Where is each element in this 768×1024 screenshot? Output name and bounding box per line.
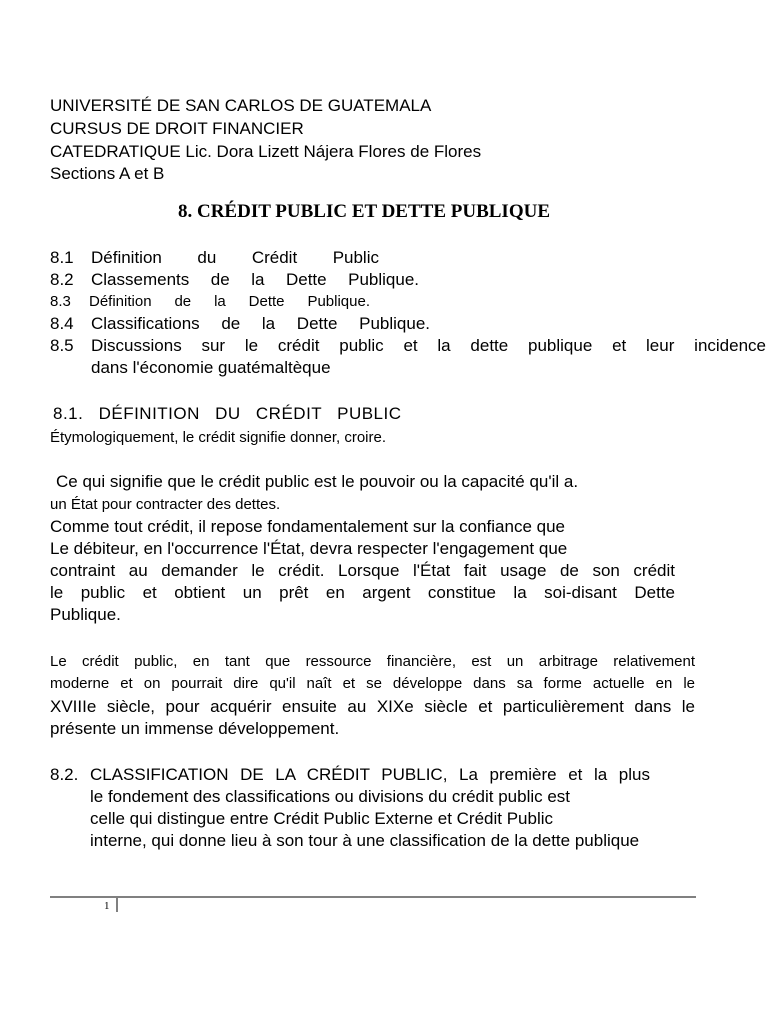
paragraph-line: contraint au demander le crédit. Lorsque l'État fait usage de son crédit — [50, 561, 675, 580]
toc-number: 8.2 — [50, 270, 74, 289]
paragraph-line: un État pour contracter des dettes. — [50, 496, 281, 513]
toc-item — [50, 269, 766, 291]
paragraph-line: interne, qui donne lieu à son tour à une classification de la dette publique — [90, 831, 640, 850]
toc-text: Classements de la Dette Publique. — [91, 270, 419, 289]
toc-item — [50, 247, 766, 269]
sections-label: Sections A et B — [50, 164, 165, 183]
footer-divider — [50, 896, 696, 898]
paragraph-line: XVIIIe siècle, pour acquérir ensuite au XIXe siècle et particulièrement dans le — [50, 697, 695, 716]
toc-item — [50, 291, 766, 313]
toc-text: Définition de la Dette Publique. — [89, 293, 370, 310]
toc-text: Classifications de la Dette Publique. — [91, 314, 430, 333]
paragraph-line: présente un immense développement. — [50, 719, 340, 738]
paragraph — [50, 516, 675, 626]
toc-item — [50, 335, 766, 357]
page-number: 1 — [104, 900, 110, 912]
footer-marker — [116, 898, 118, 912]
professor-name: CATEDRATIQUE Lic. Dora Lizett Nájera Flores de Flores — [50, 142, 482, 161]
paragraph — [50, 651, 695, 695]
toc-number: 8.3 — [50, 293, 71, 310]
paragraph — [50, 696, 695, 740]
paragraph-line: Le crédit public, en tant que ressource financière, est un arbitrage relativement — [50, 653, 695, 670]
chapter-title: 8. CRÉDIT PUBLIC ET DETTE PUBLIQUE — [177, 201, 550, 222]
toc-item — [50, 313, 766, 335]
paragraph-line: moderne et on pourrait dire qu'il naît et se développe dans sa forme actuelle en le — [50, 675, 695, 692]
toc-number: 8.5 — [50, 336, 74, 355]
toc-text: dans l'économie guatémaltèque — [91, 358, 331, 377]
paragraph-line: celle qui distingue entre Crédit Public Externe et Crédit Public — [90, 809, 554, 828]
course-name: CURSUS DE DROIT FINANCIER — [50, 119, 304, 138]
paragraph-line: Ce qui signifie que le crédit public est le pouvoir ou la capacité qu'il a. — [56, 472, 579, 491]
toc-text: Discussions sur le crédit public et la dette publique et leur incidence — [91, 336, 766, 355]
paragraph — [90, 786, 680, 852]
paragraph-line: Le débiteur, en l'occurrence l'État, devra respecter l'engagement que — [50, 539, 568, 558]
paragraph-line: Comme tout crédit, il repose fondamentalement sur la confiance que — [50, 517, 565, 536]
etymology-text: Étymologiquement, le crédit signifie donner, croire. — [50, 429, 387, 446]
paragraph-line: le public et obtient un prêt en argent constitue la soi-disant Dette — [50, 583, 675, 602]
section-heading: 8.1. DÉFINITION DU CRÉDIT PUBLIC — [53, 404, 402, 423]
toc-number: 8.1 — [50, 248, 74, 267]
toc-text: Définition du Crédit Public — [91, 248, 379, 267]
paragraph-line: Publique. — [50, 605, 121, 624]
table-of-contents — [50, 247, 766, 379]
university-name: UNIVERSITÉ DE SAN CARLOS DE GUATEMALA — [50, 96, 432, 115]
paragraph-line: le fondement des classifications ou divisions du crédit public est — [90, 787, 571, 806]
toc-number: 8.4 — [50, 314, 74, 333]
section-heading: 8.2. CLASSIFICATION DE LA CRÉDIT PUBLIC, La première et la plus — [50, 765, 650, 784]
toc-item-continuation — [50, 357, 766, 379]
